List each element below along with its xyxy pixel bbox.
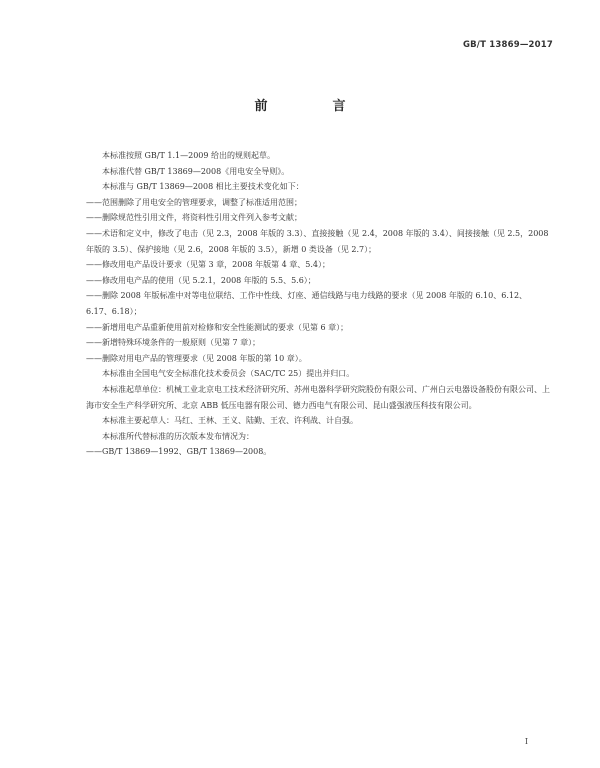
paragraph-committee: 本标准由全国电气安全标准化技术委员会（SAC/TC 25）提出并归口。: [102, 369, 355, 379]
change-item: ——删除 2008 年版标准中对等电位联结、工作中性线、灯座、通信线路与电力线路的要求（见 2008 年版的 6.10、6.12、6.17、6.18）；: [86, 291, 528, 316]
paragraph-drafters: 本标准主要起草人：马红、王林、王义、陆勤、王农、许利战、计自强。: [102, 416, 358, 426]
change-item: ——修改用电产品设计要求（见第 3 章，2008 年版第 4 章、5.4）；: [86, 260, 330, 270]
paragraph-changes-intro: 本标准与 GB/T 13869—2008 相比主要技术变化如下：: [102, 182, 304, 192]
paragraph-drafting-rules: 本标准按照 GB/T 1.1—2009 给出的规则起草。: [102, 151, 276, 160]
document-body: [86, 148, 550, 460]
standard-code: GB/T 13869—2017: [462, 40, 553, 50]
paragraph-drafting-units: 本标准起草单位：机械工业北京电工技术经济研究所、苏州电器科学研究院股份有限公司、广州白云电器设备股份有限公司、上海市安全生产科学研究所、北京 ABB 低压电器有限公司、德力西电气有限公司、昆山盛强液压科技有限公司。: [86, 384, 550, 410]
page-number: I: [524, 737, 528, 746]
paragraph-replaces: 本标准代替 GB/T 13869—2008《用电安全导则》。: [102, 166, 290, 176]
change-item: ——新增用电产品重新使用前对检修和安全性能测试的要求（见第 6 章）；: [86, 322, 349, 332]
page-title: 前 言: [254, 99, 372, 114]
change-item: ——范围删除了用电安全的管理要求，调整了标准适用范围；: [86, 197, 302, 207]
change-item: ——新增特殊环境条件的一般原则（见第 7 章）；: [86, 338, 261, 348]
history-item: ——GB/T 13869—1992、GB/T 13869—2008。: [86, 447, 272, 457]
change-item: ——术语和定义中，修改了电击（见 2.3，2008 年版的 3.3）、直接接触（见 2.4，2008 年版的 3.4）、间接接触（见 2.5，2008 年版的 3.5）、保护接地（见 2.6，2008 年版的 3.5），新增 0 类设备（见 2.7）；: [86, 228, 549, 254]
change-item: ——修改用电产品的使用（见 5.2.1，2008 年版的 5.5、5.6）；: [86, 275, 316, 285]
change-item: ——删除规范性引用文件，将资料性引用文件列入参考文献；: [86, 213, 302, 223]
change-item: ——删除对用电产品的管理要求（见 2008 年版的第 10 章）。: [86, 353, 307, 363]
paragraph-history-intro: 本标准所代替标准的历次版本发布情况为：: [102, 431, 254, 441]
